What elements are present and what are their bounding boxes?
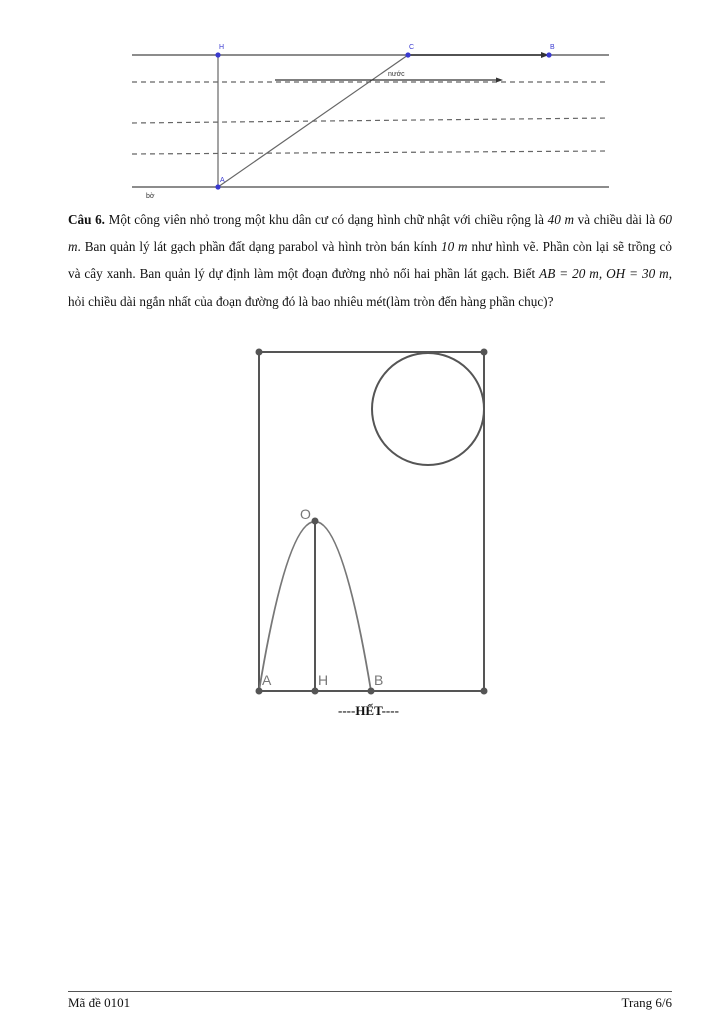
question-part-5: , hỏi chiều dài ngắn nhất của đoạn đường đó là bao nhiêu mét(làm tròn đến hàng phần chục)? bbox=[68, 266, 672, 309]
footer-rule bbox=[68, 991, 672, 992]
label-h2: H bbox=[318, 672, 329, 688]
question-part-4: như hình vẽ. Phần còn lại sẽ trồng cỏ và cây xanh. Ban quản lý dự định làm một đoạn đường nhỏ nối hai phần lát gạch. Biết bbox=[68, 239, 672, 282]
corner-top-right bbox=[481, 349, 488, 356]
label-a: A bbox=[220, 177, 225, 184]
label-b: B bbox=[550, 44, 555, 51]
label-o: O bbox=[300, 506, 311, 522]
label-a2: A bbox=[262, 672, 272, 688]
label-h: H bbox=[219, 44, 225, 51]
label-water: nước bbox=[388, 71, 405, 78]
corner-bottom-right bbox=[481, 688, 488, 695]
tiled-circle bbox=[372, 353, 484, 465]
park-length: 60 m bbox=[68, 212, 672, 255]
exam-code: Mã đề 0101 bbox=[68, 995, 131, 1010]
label-c: C bbox=[409, 44, 415, 51]
label-b2: B bbox=[374, 672, 384, 688]
corner-top-left bbox=[256, 349, 263, 356]
point-b2 bbox=[368, 688, 375, 695]
question-part-2: và chiều dài là bbox=[574, 212, 659, 227]
point-h2 bbox=[312, 688, 319, 695]
question-part-3: . Ban quản lý lát gạch phần đất dạng parabol và hình tròn bán kính bbox=[77, 239, 441, 255]
vertex-o bbox=[312, 518, 319, 525]
end-mark: ----HẾT---- bbox=[338, 703, 399, 718]
question-part-1: Một công viên nhỏ trong một khu dân cư có dạng hình chữ nhật với chiều rộng là bbox=[104, 212, 548, 227]
question-label: Câu 6. bbox=[68, 212, 105, 227]
park-width: 40 m bbox=[547, 212, 574, 227]
page-number: Trang 6/6 bbox=[621, 995, 672, 1010]
circle-radius: 10 m bbox=[440, 239, 468, 255]
label-bank: bờ bbox=[146, 193, 155, 200]
given-values: AB = 20 m, OH = 30 m bbox=[539, 266, 669, 282]
point-a2 bbox=[256, 688, 263, 695]
